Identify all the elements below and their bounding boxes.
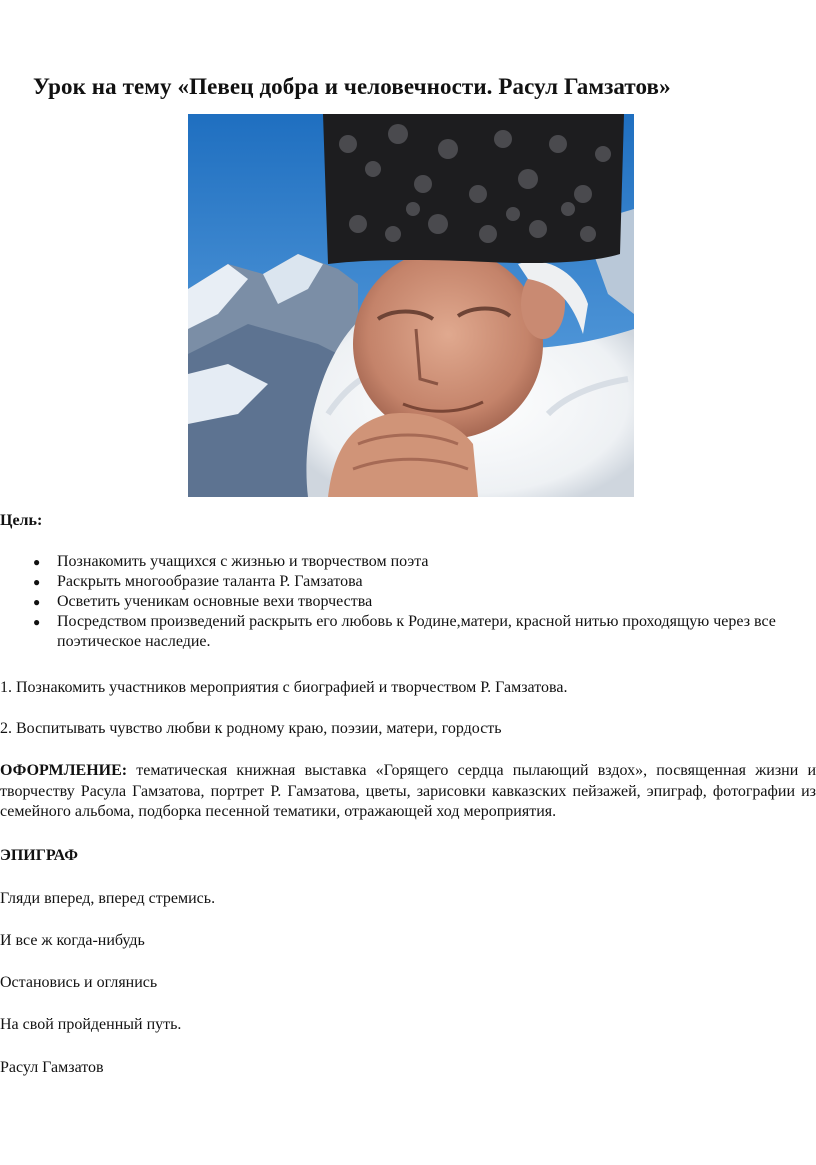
list-item-text: Посредством произведений раскрыть его любовь к Родине,матери, красной нитью проходящую через все поэтическое наследие. — [57, 613, 776, 650]
design-label: ОФОРМЛЕНИЕ: — [0, 762, 128, 779]
objective-paragraph-1: 1. Познакомить участников мероприятия с биографией и творчеством Р. Гамзатова. — [0, 679, 568, 696]
epigraph-line-2: И все ж когда-нибудь — [0, 932, 145, 949]
bullet-icon: ● — [33, 575, 41, 589]
epigraph-line-3: Остановись и оглянись — [0, 974, 158, 991]
list-item — [0, 592, 816, 612]
list-item — [0, 612, 816, 652]
list-item-text: Познакомить учащихся с жизнью и творчеством поэта — [57, 553, 429, 570]
design-paragraph — [0, 761, 816, 823]
objective-paragraph-2: 2. Воспитывать чувство любви к родному краю, поэзии, матери, гордость — [0, 720, 502, 737]
bullet-icon: ● — [33, 555, 41, 569]
portrait-photo — [188, 114, 634, 497]
bullet-icon: ● — [33, 595, 41, 609]
list-item — [0, 552, 816, 572]
epigraph-author: Расул Гамзатов — [0, 1059, 104, 1076]
list-item-text: Осветить ученикам основные вехи творчества — [57, 593, 373, 610]
epigraph-label: ЭПИГРАФ — [0, 847, 78, 864]
list-item — [0, 572, 816, 592]
design-text: тематическая книжная выставка «Горящего сердца пылающий вздох», посвященная жизни и творчеству Расула Гамзатова, портрет Р. Гамзатова, цветы, зарисовки кавказских пейзажей, эпиграф, фотографии из семейного альбома, подборка песенной тематики, отражающей ход мероприятия. — [0, 762, 816, 820]
epigraph-line-4: На свой пройденный путь. — [0, 1016, 182, 1033]
goal-list — [0, 552, 816, 652]
list-item-text: Раскрыть многообразие таланта Р. Гамзатова — [57, 573, 363, 590]
page-title: Урок на тему «Певец добра и человечности. Расул Гамзатов» — [33, 74, 671, 99]
goal-label: Цель: — [0, 512, 43, 529]
bullet-icon: ● — [33, 615, 41, 629]
epigraph-line-1: Гляди вперед, вперед стремись. — [0, 890, 216, 907]
